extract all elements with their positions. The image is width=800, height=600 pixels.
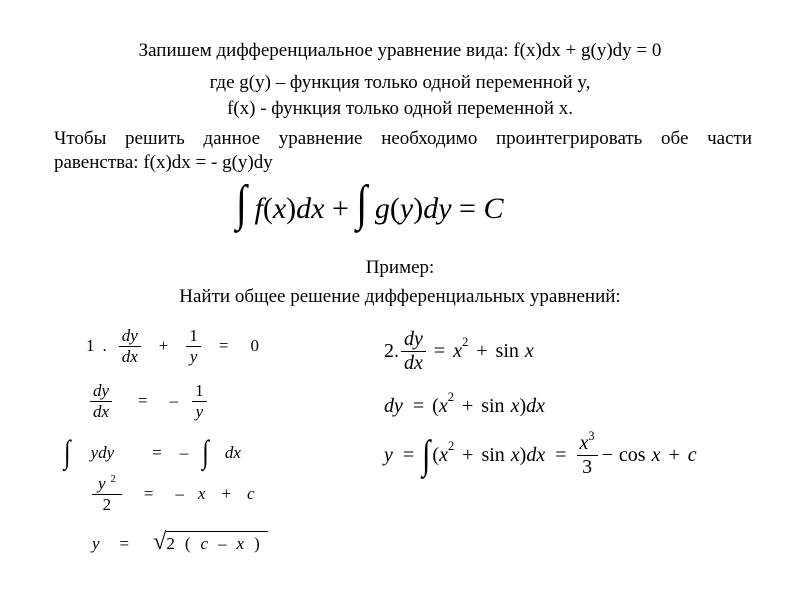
integrand-ydy: ydy <box>90 443 115 462</box>
left-row-1 <box>86 326 259 366</box>
frac-numerator: 1 <box>186 326 201 347</box>
minus: – <box>179 443 189 462</box>
integral-sign: ∫ <box>422 432 431 478</box>
rparen: ) <box>519 444 527 466</box>
frac-numerator <box>92 474 122 495</box>
var-c: c <box>687 444 697 466</box>
formula-plus: + <box>331 192 349 225</box>
lparen: ( <box>432 444 440 466</box>
plus: + <box>158 336 169 356</box>
rhs-value: 0 <box>250 336 259 356</box>
formula-rparen: ) <box>286 192 297 225</box>
formula-dy: dy <box>423 192 452 225</box>
var-x: x <box>453 340 463 362</box>
var-x: x <box>439 444 448 466</box>
equals: = <box>152 443 162 462</box>
left-row-5 <box>92 528 268 554</box>
left-row-4 <box>92 474 255 514</box>
frac-denominator: dx <box>93 401 110 421</box>
minus: − <box>601 444 613 466</box>
frac-denominator: y <box>189 346 198 366</box>
frac-numerator: dy <box>401 328 426 352</box>
paragraph-line-1 <box>54 128 752 150</box>
formula-equals: = <box>459 192 476 225</box>
integral-sign: ∫ <box>64 434 71 470</box>
differential-dx: dx <box>526 444 546 466</box>
paragraph-word: части <box>707 128 752 149</box>
example-task: Найти общее решение дифференциальных уравнений: <box>179 286 621 307</box>
equals: = <box>218 336 229 356</box>
integral-sign: ∫ <box>236 174 247 231</box>
coef-2: 2 <box>166 534 175 553</box>
differential-dy: dy <box>384 395 403 417</box>
paragraph-word: данное <box>203 128 261 149</box>
equals: = <box>555 444 567 466</box>
exponent: 2 <box>447 439 455 454</box>
var-y: y <box>384 444 393 466</box>
minus: – <box>218 534 227 553</box>
fraction-1-y <box>192 381 207 421</box>
var-c: c <box>247 484 255 504</box>
frac-denominator: y <box>195 401 204 421</box>
rparen: ) <box>519 395 527 417</box>
var-x: x <box>524 340 534 362</box>
minus: – <box>169 391 179 411</box>
example-number: 1 <box>86 336 95 356</box>
paragraph-word: обе <box>661 128 689 149</box>
fraction-dy-dx <box>119 326 141 366</box>
plus: + <box>668 444 680 466</box>
lparen: ( <box>432 395 439 417</box>
fraction-dy-dx <box>401 328 426 375</box>
formula-dx: dx <box>296 192 325 225</box>
equals: = <box>412 395 425 417</box>
intro-line-1: Запишем дифференциальное уравнение вида: f(x)dx + g(y)dy = 0 <box>138 40 662 61</box>
var-y: y <box>92 534 100 553</box>
formula-y: y <box>399 192 414 225</box>
sin-function: sin <box>481 444 505 466</box>
frac-numerator: dy <box>119 326 141 347</box>
frac-numerator: 1 <box>192 381 207 402</box>
equals: = <box>119 534 130 553</box>
paragraph-word: решить <box>125 128 185 149</box>
plus: + <box>221 484 232 504</box>
formula-lparen: ( <box>389 192 400 225</box>
formula-constant: C <box>483 192 504 225</box>
integral-sign: ∫ <box>356 174 368 231</box>
right-row-3 <box>384 429 697 479</box>
fraction-x3-3 <box>577 429 598 479</box>
frac-numerator: dy <box>90 381 112 402</box>
frac-denominator: 3 <box>582 456 593 478</box>
var-x: x <box>579 432 589 454</box>
var-x: x <box>510 395 520 417</box>
var-x: x <box>510 444 520 466</box>
paragraph-word: проинтегрировать <box>496 128 643 149</box>
fraction-1-y <box>186 326 201 366</box>
right-row-2 <box>384 390 546 418</box>
right-row-1 <box>384 328 534 375</box>
intro-line-3: f(x) - функция только одной переменной x. <box>226 98 574 119</box>
var-c: c <box>200 534 209 553</box>
paragraph-word: Чтобы <box>54 128 107 149</box>
example-heading: Пример: <box>365 257 435 278</box>
frac-denominator: 2 <box>102 494 112 514</box>
exponent: 2 <box>110 473 116 485</box>
formula-rparen: ) <box>413 192 424 225</box>
differential-dx: dx <box>526 395 546 417</box>
rparen: ) <box>254 534 260 553</box>
var-x: x <box>651 444 661 466</box>
plus: + <box>462 444 474 466</box>
equals: = <box>433 340 446 362</box>
formula-lparen: ( <box>262 192 273 225</box>
exponent: 2 <box>447 390 454 405</box>
dot: . <box>102 336 107 356</box>
frac-numerator <box>577 429 598 456</box>
frac-denominator: dx <box>404 352 423 374</box>
left-row-2 <box>90 381 207 421</box>
paragraph-word: необходимо <box>381 128 478 149</box>
plus: + <box>476 340 488 362</box>
sin-function: sin <box>495 340 519 362</box>
formula-f: f <box>254 192 263 225</box>
sqrt-argument <box>166 531 267 554</box>
integral-sign: ∫ <box>202 434 209 470</box>
paragraph-word: уравнение <box>278 128 363 149</box>
lparen: ( <box>184 534 191 553</box>
equals: = <box>138 391 148 411</box>
sin-function: sin <box>481 395 505 417</box>
fraction-y2-2 <box>92 474 122 514</box>
exponent: 3 <box>588 429 595 444</box>
frac-denominator: dx <box>121 346 138 366</box>
minus: – <box>175 484 184 504</box>
var-x: x <box>197 484 206 504</box>
intro-line-2: где g(y) – функция только одной переменной y, <box>209 72 591 93</box>
integrand-dx: dx <box>224 443 241 462</box>
plus: + <box>461 395 474 417</box>
formula-x: x <box>272 192 287 225</box>
main-formula <box>236 174 504 234</box>
equals: = <box>143 484 154 504</box>
example-number: 2. <box>384 340 399 362</box>
left-row-3 <box>64 434 241 470</box>
var-x: x <box>438 395 448 417</box>
formula-g: g <box>374 192 390 225</box>
exponent: 2 <box>462 335 469 350</box>
sqrt-sign: √ <box>153 529 167 555</box>
cos-function: cos <box>618 444 646 466</box>
var-y: y <box>98 474 106 493</box>
var-x: x <box>236 534 245 553</box>
paragraph-line-2: равенства: f(x)dx = - g(y)dy <box>54 152 273 173</box>
fraction-dy-dx <box>90 381 112 421</box>
equals: = <box>402 444 415 466</box>
